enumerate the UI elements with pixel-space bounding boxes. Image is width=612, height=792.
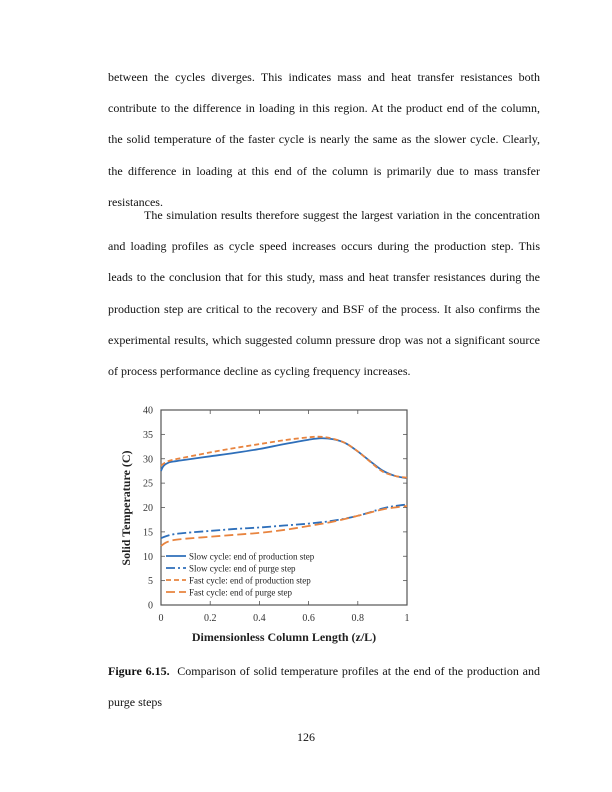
x-tick-label: 0.8 — [351, 613, 365, 624]
y-tick-label: 15 — [143, 527, 153, 539]
series-line-slow-cycle-end-of-purge-step — [161, 505, 407, 539]
x-axis-label: Dimensionless Column Length (z/L) — [191, 630, 377, 644]
solid-temperature-chart — [108, 398, 420, 650]
y-tick-label: 35 — [143, 429, 153, 441]
paragraph-text: between the cycles diverges. This indicates mass and heat transfer resistances both contribute to the difference in loading in this region. At the product end of the column, the solid temperature of the faster cycle is nearly the same as the slower cycle. Clearly, the difference in loading at this end of the column is primarily due to mass transfer resistances. — [108, 70, 540, 209]
body-paragraph-2 — [108, 200, 540, 387]
y-tick-label: 5 — [148, 576, 153, 588]
series-lines — [161, 437, 407, 546]
x-tick-label: 0.6 — [302, 613, 315, 624]
x-tick-label: 0 — [158, 613, 164, 624]
y-tick-label: 0 — [148, 600, 153, 612]
figure-caption — [108, 656, 540, 718]
legend-label: Fast cycle: end of production step — [189, 575, 311, 586]
legend-label: Slow cycle: end of production step — [189, 551, 315, 562]
y-tick-label: 30 — [143, 454, 153, 466]
page-number: 126 — [297, 730, 315, 744]
y-tick-label: 10 — [143, 551, 153, 563]
figure-label: Figure 6.15. — [108, 664, 170, 678]
paragraph-text: The simulation results therefore suggest the largest variation in the concentration and loading profiles as cycle speed increases occurs during the production step. This leads to the conclusion that for this study, mass and heat transfer resistances during the production step are critical to the recovery and BSF of the process. It also confirms the experimental results, which suggested column pressure drop was not a significant source of process performance decline as cycling frequency increases. — [108, 208, 540, 379]
x-tick-label: 0.2 — [203, 613, 217, 624]
y-tick-label: 25 — [143, 478, 153, 490]
legend-label: Slow cycle: end of purge step — [189, 563, 296, 574]
x-tick-label: 1 — [404, 613, 410, 624]
figure-caption-text: Comparison of solid temperature profiles at the end of the production and purge steps — [108, 664, 540, 710]
legend-label: Fast cycle: end of purge step — [189, 587, 293, 598]
y-tick-label: 40 — [143, 405, 153, 417]
legend — [166, 552, 315, 598]
x-tick-label: 0.4 — [253, 613, 266, 624]
y-axis-label: Solid Temperature (C) — [119, 450, 133, 566]
series-line-slow-cycle-end-of-production-step — [161, 438, 407, 478]
body-paragraph-1 — [108, 62, 540, 218]
y-tick-label: 20 — [143, 503, 153, 514]
